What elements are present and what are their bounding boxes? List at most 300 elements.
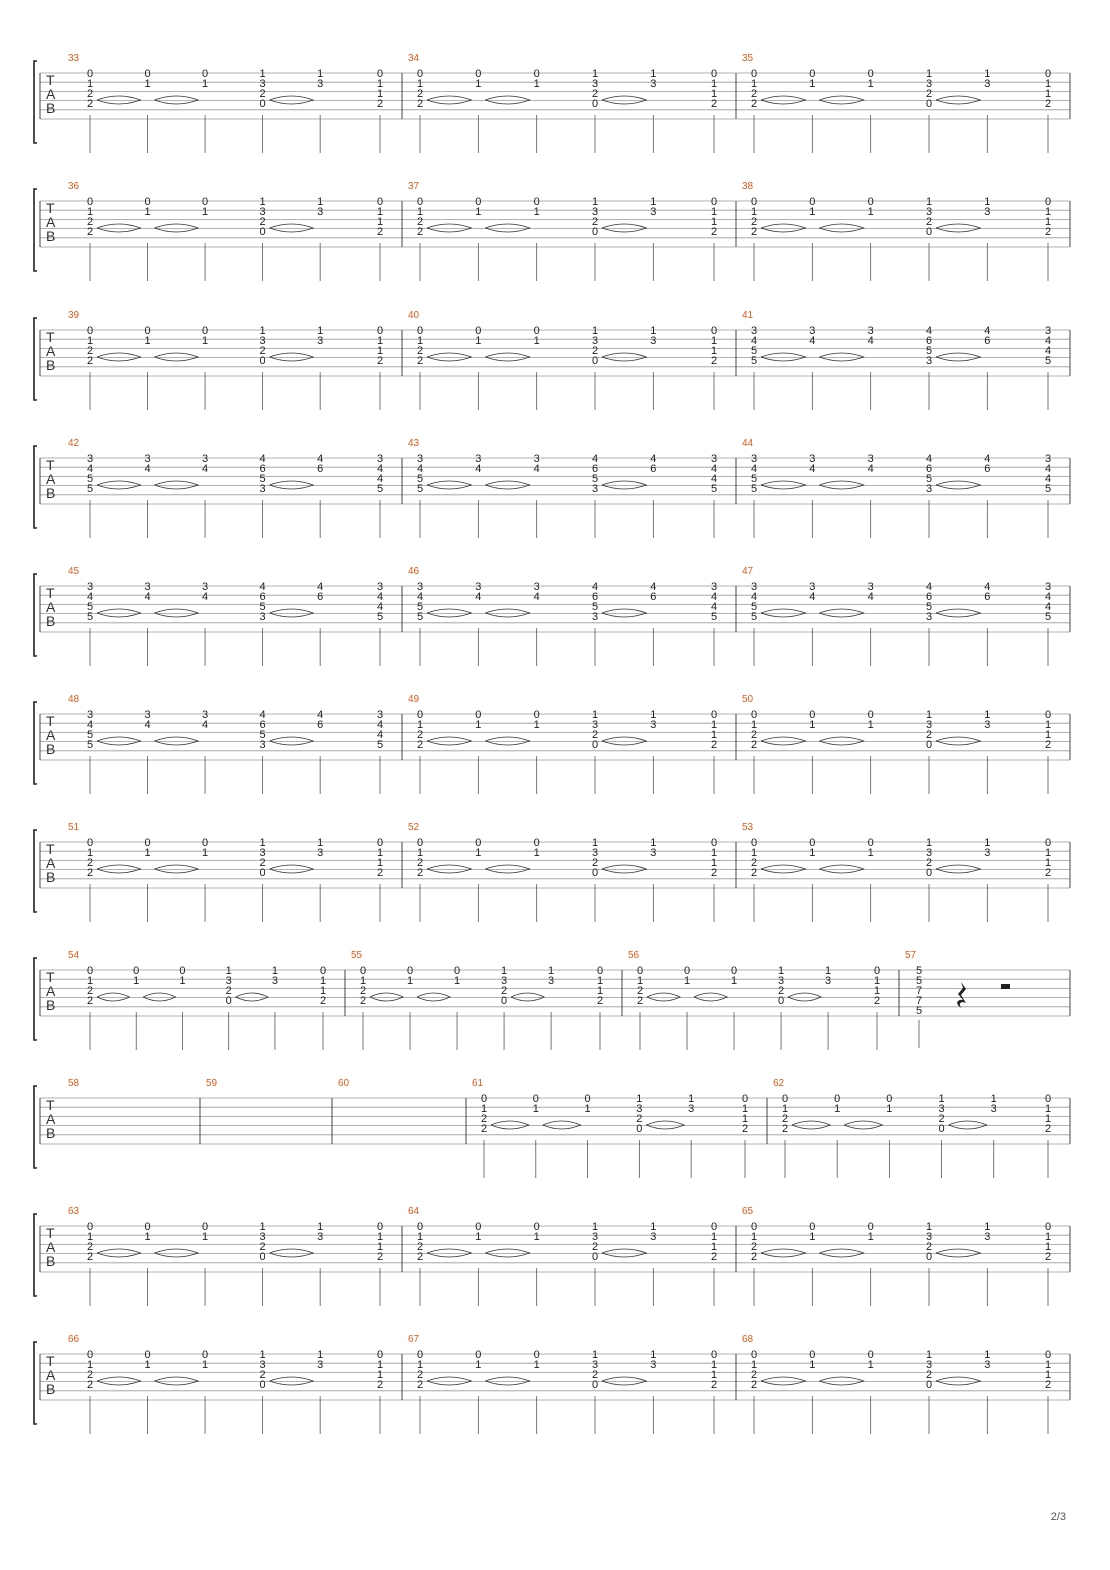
fret-number: 2 <box>225 985 232 997</box>
fret-number: 2 <box>259 1241 266 1253</box>
tie-arc <box>819 1249 863 1257</box>
fret-number: 2 <box>86 216 94 228</box>
fret-number: 6 <box>650 463 657 475</box>
measure-number: 35 <box>742 53 754 64</box>
fret-number: 1 <box>533 78 540 90</box>
fret-number: 0 <box>636 1123 643 1135</box>
tie-arc <box>761 865 805 873</box>
measure <box>408 694 717 794</box>
fret-number: 5 <box>925 473 933 485</box>
tie-arc <box>155 1377 199 1385</box>
tie-arc <box>485 353 529 361</box>
fret-number: 2 <box>750 867 758 879</box>
fret-number: 2 <box>1044 1251 1052 1263</box>
tie-arc <box>417 993 450 1001</box>
fret-number: 4 <box>202 591 209 603</box>
fret-number: 2 <box>781 1113 789 1125</box>
fret-number: 3 <box>984 719 991 731</box>
fret-number: 1 <box>376 206 384 218</box>
fret-number: 0 <box>86 1349 94 1361</box>
tie-arc <box>97 993 129 1001</box>
fret-number: 0 <box>416 1221 424 1233</box>
fret-number: 2 <box>1044 739 1052 751</box>
measure-number: 44 <box>742 438 754 449</box>
fret-number: 1 <box>376 1369 384 1381</box>
tie-arc <box>427 1249 471 1257</box>
fret-number: 3 <box>1044 453 1052 465</box>
fret-number: 2 <box>416 216 424 228</box>
fret-number: 0 <box>1044 1349 1052 1361</box>
fret-number: 0 <box>133 965 140 977</box>
fret-number: 2 <box>376 226 384 238</box>
fret-number: 2 <box>591 1369 599 1381</box>
fret-number: 6 <box>984 591 991 603</box>
fret-number: 1 <box>376 847 384 859</box>
tie-arc <box>761 609 805 617</box>
measure <box>408 566 717 666</box>
fret-number: 0 <box>533 68 540 80</box>
fret-number: 1 <box>501 965 508 977</box>
fret-number: 1 <box>809 1231 816 1243</box>
tie-arc <box>491 1121 529 1129</box>
measure-number: 63 <box>68 1206 80 1217</box>
fret-number: 0 <box>591 1379 599 1391</box>
fret-number: 6 <box>317 463 324 475</box>
fret-number: 0 <box>636 965 644 977</box>
fret-number: 0 <box>532 1093 539 1105</box>
fret-number: 0 <box>359 965 367 977</box>
fret-number: 1 <box>202 1231 209 1243</box>
fret-number: 1 <box>741 1103 749 1115</box>
fret-number: 2 <box>86 995 94 1007</box>
fret-number: 1 <box>202 78 209 90</box>
fret-number: 0 <box>475 1221 482 1233</box>
fret-number: 0 <box>501 995 508 1007</box>
measure <box>773 1078 1051 1178</box>
fret-number: 0 <box>416 1349 424 1361</box>
measure-number: 40 <box>408 310 420 321</box>
fret-number: 1 <box>416 1359 424 1371</box>
fret-number: 1 <box>984 709 991 721</box>
tie-arc <box>936 1377 980 1385</box>
system-bracket <box>34 574 37 656</box>
tab-system <box>34 438 1070 538</box>
fret-number: 3 <box>317 78 324 90</box>
system-bracket <box>34 1342 37 1424</box>
fret-number: 2 <box>1044 1379 1052 1391</box>
fret-number: 1 <box>202 335 209 347</box>
measure-number: 62 <box>773 1078 785 1089</box>
fret-number: 4 <box>259 709 266 721</box>
fret-number: 3 <box>650 1359 657 1371</box>
fret-number: 3 <box>925 483 933 495</box>
tie-arc <box>155 865 199 873</box>
fret-number: 3 <box>591 611 599 623</box>
system-bracket <box>34 61 37 143</box>
tie-arc <box>936 224 980 232</box>
tie-arc <box>485 865 529 873</box>
fret-number: 1 <box>867 847 874 859</box>
tab-clef-letter: A <box>46 214 56 230</box>
tie-arc <box>792 1121 830 1129</box>
fret-number: 3 <box>650 1231 657 1243</box>
fret-number: 1 <box>650 837 657 849</box>
tab-clef-letter: A <box>46 1239 56 1255</box>
tab-clef-letter: A <box>46 1367 56 1383</box>
fret-number: 0 <box>809 1349 816 1361</box>
fret-number: 2 <box>259 345 266 357</box>
tie-arc <box>788 993 821 1001</box>
quarter-rest-icon <box>957 982 966 1008</box>
fret-number: 2 <box>416 345 424 357</box>
measure-number: 39 <box>68 310 80 321</box>
fret-number: 2 <box>925 857 933 869</box>
fret-number: 1 <box>867 206 874 218</box>
fret-number: 1 <box>584 1103 591 1115</box>
fret-number: 4 <box>1044 463 1052 475</box>
fret-number: 6 <box>591 463 599 475</box>
fret-number: 5 <box>416 601 424 613</box>
tab-system <box>34 822 1070 922</box>
tie-arc <box>143 993 175 1001</box>
fret-number: 1 <box>317 325 324 337</box>
fret-number: 4 <box>376 463 384 475</box>
tie-arc <box>602 1249 646 1257</box>
fret-number: 0 <box>533 196 540 208</box>
fret-number: 3 <box>202 709 209 721</box>
fret-number: 0 <box>925 1379 933 1391</box>
fret-number: 5 <box>86 611 94 623</box>
fret-number: 0 <box>144 68 151 80</box>
fret-number: 0 <box>86 1221 94 1233</box>
fret-number: 2 <box>86 867 94 879</box>
fret-number: 1 <box>317 837 324 849</box>
fret-number: 1 <box>925 709 933 721</box>
fret-number: 3 <box>938 1103 945 1115</box>
tab-clef-letter: T <box>46 713 55 729</box>
fret-number: 0 <box>778 995 785 1007</box>
fret-number: 0 <box>730 965 738 977</box>
fret-number: 6 <box>984 463 991 475</box>
fret-number: 0 <box>86 325 94 337</box>
fret-number: 3 <box>144 581 151 593</box>
fret-number: 3 <box>259 78 266 90</box>
fret-number: 3 <box>984 1231 991 1243</box>
page-number: 2/3 <box>1050 1511 1066 1523</box>
fret-number: 0 <box>533 325 540 337</box>
measure-number: 64 <box>408 1206 420 1217</box>
tie-arc <box>270 353 314 361</box>
measure-number: 60 <box>338 1078 350 1089</box>
tie-arc <box>819 737 863 745</box>
fret-number: 1 <box>925 68 933 80</box>
fret-number: 1 <box>990 1093 997 1105</box>
fret-number: 2 <box>480 1113 488 1125</box>
fret-number: 1 <box>86 78 94 90</box>
fret-number: 3 <box>825 975 832 987</box>
fret-number: 0 <box>86 965 94 977</box>
fret-number: 4 <box>416 591 424 603</box>
fret-number: 3 <box>501 975 508 987</box>
measure-number: 67 <box>408 1334 420 1345</box>
measure <box>742 181 1051 281</box>
fret-number: 3 <box>591 483 599 495</box>
tie-arc <box>270 481 314 489</box>
fret-number: 1 <box>925 1221 933 1233</box>
fret-number: 2 <box>925 216 933 228</box>
fret-number: 4 <box>317 709 324 721</box>
fret-number: 2 <box>259 88 266 100</box>
fret-number: 4 <box>376 601 384 613</box>
measure <box>408 53 717 153</box>
fret-number: 3 <box>591 719 599 731</box>
fret-number: 6 <box>259 591 266 603</box>
fret-number: 5 <box>1044 355 1052 367</box>
tie-arc <box>97 353 141 361</box>
fret-number: 3 <box>548 975 555 987</box>
fret-number: 2 <box>416 867 424 879</box>
fret-number: 0 <box>533 1349 540 1361</box>
tie-arc <box>936 353 980 361</box>
fret-number: 3 <box>86 581 94 593</box>
fret-number: 0 <box>683 965 691 977</box>
fret-number: 1 <box>86 206 94 218</box>
tie-arc <box>761 353 805 361</box>
fret-number: 1 <box>750 1359 758 1371</box>
fret-number: 1 <box>809 78 816 90</box>
fret-number: 0 <box>416 68 424 80</box>
tie-arc <box>485 224 529 232</box>
fret-number: 2 <box>86 857 94 869</box>
fret-number: 3 <box>202 581 209 593</box>
fret-number: 4 <box>710 473 718 485</box>
tie-arc <box>427 1377 471 1385</box>
fret-number: 1 <box>834 1103 841 1115</box>
fret-number: 2 <box>416 226 424 238</box>
fret-number: 2 <box>416 1369 424 1381</box>
fret-number: 1 <box>925 196 933 208</box>
tie-arc <box>427 481 471 489</box>
measure <box>408 310 717 410</box>
fret-number: 6 <box>650 591 657 603</box>
fret-number: 6 <box>925 591 933 603</box>
tab-system <box>34 310 1070 410</box>
measure <box>905 950 1010 1048</box>
fret-number: 0 <box>925 226 933 238</box>
fret-number: 1 <box>317 1221 324 1233</box>
fret-number: 2 <box>319 995 327 1007</box>
tab-clef-letter: B <box>46 485 56 501</box>
half-rest-icon <box>1001 984 1010 989</box>
tab-clef-letter: T <box>46 329 55 345</box>
tie-arc <box>647 993 680 1001</box>
fret-number: 1 <box>925 1349 933 1361</box>
fret-number: 1 <box>825 965 832 977</box>
fret-number: 2 <box>376 98 384 110</box>
tie-arc <box>97 1377 141 1385</box>
tie-arc <box>936 865 980 873</box>
fret-number: 2 <box>591 729 599 741</box>
fret-number: 1 <box>867 719 874 731</box>
fret-number: 2 <box>750 226 758 238</box>
fret-number: 2 <box>938 1113 945 1125</box>
tie-arc <box>819 1377 863 1385</box>
fret-number: 2 <box>416 857 424 869</box>
fret-number: 3 <box>1044 325 1052 337</box>
fret-number: 1 <box>710 1369 718 1381</box>
fret-number: 0 <box>319 965 327 977</box>
fret-number: 0 <box>710 709 718 721</box>
fret-number: 1 <box>925 837 933 849</box>
fret-number: 1 <box>1044 1369 1052 1381</box>
fret-number: 3 <box>925 355 933 367</box>
fret-number: 1 <box>259 1221 266 1233</box>
tie-arc <box>427 609 471 617</box>
fret-number: 3 <box>259 1231 266 1243</box>
fret-number: 1 <box>1044 206 1052 218</box>
fret-number: 1 <box>533 847 540 859</box>
fret-number: 4 <box>144 591 151 603</box>
fret-number: 2 <box>1044 226 1052 238</box>
fret-number: 4 <box>533 463 540 475</box>
fret-number: 1 <box>144 847 151 859</box>
fret-number: 3 <box>650 206 657 218</box>
fret-number: 1 <box>750 847 758 859</box>
fret-number: 2 <box>750 729 758 741</box>
measure <box>68 438 383 538</box>
fret-number: 3 <box>317 1231 324 1243</box>
fret-number: 0 <box>144 837 151 849</box>
fret-number: 0 <box>202 196 209 208</box>
fret-number: 2 <box>416 1379 424 1391</box>
system-bracket <box>34 830 37 912</box>
fret-number: 1 <box>86 975 94 987</box>
fret-number: 3 <box>259 611 266 623</box>
fret-number: 5 <box>750 601 758 613</box>
fret-number: 0 <box>809 1221 816 1233</box>
measure-number: 45 <box>68 566 80 577</box>
fret-number: 4 <box>144 463 151 475</box>
fret-number: 0 <box>406 965 414 977</box>
fret-number: 2 <box>1044 867 1052 879</box>
fret-number: 0 <box>591 739 599 751</box>
fret-number: 2 <box>376 1251 384 1263</box>
tie-arc <box>155 353 199 361</box>
fret-number: 5 <box>86 739 94 751</box>
fret-number: 3 <box>86 709 94 721</box>
measure <box>68 1206 383 1306</box>
fret-number: 1 <box>416 206 424 218</box>
fret-number: 2 <box>778 985 785 997</box>
tie-arc <box>270 96 314 104</box>
measure-number: 34 <box>408 53 420 64</box>
fret-number: 2 <box>636 985 644 997</box>
fret-number: 1 <box>596 975 604 987</box>
tie-arc <box>485 96 529 104</box>
fret-number: 4 <box>984 453 991 465</box>
fret-number: 4 <box>376 729 384 741</box>
fret-number: 1 <box>938 1093 945 1105</box>
measure <box>68 310 383 410</box>
fret-number: 4 <box>259 453 266 465</box>
measure <box>408 1206 717 1306</box>
fret-number: 4 <box>376 473 384 485</box>
fret-number: 5 <box>86 729 94 741</box>
fret-number: 6 <box>317 591 324 603</box>
fret-number: 5 <box>416 611 424 623</box>
fret-number: 0 <box>781 1093 789 1105</box>
fret-number: 1 <box>984 68 991 80</box>
fret-number: 7 <box>915 985 923 997</box>
tie-arc <box>155 1249 199 1257</box>
tab-clef-letter: T <box>46 200 55 216</box>
tab-clef-letter: T <box>46 1097 55 1113</box>
measure-number: 54 <box>68 950 80 961</box>
fret-number: 2 <box>86 1379 94 1391</box>
fret-number: 1 <box>225 965 232 977</box>
fret-number: 2 <box>591 216 599 228</box>
fret-number: 1 <box>144 206 151 218</box>
fret-number: 3 <box>984 206 991 218</box>
tab-clef-letter: A <box>46 471 56 487</box>
fret-number: 0 <box>416 837 424 849</box>
fret-number: 2 <box>750 88 758 100</box>
fret-number: 0 <box>1044 709 1052 721</box>
fret-number: 4 <box>475 591 482 603</box>
tab-clef-letter: A <box>46 855 56 871</box>
fret-number: 1 <box>416 78 424 90</box>
fret-number: 2 <box>636 1113 643 1125</box>
fret-number: 4 <box>317 581 324 593</box>
tab-clef-letter: B <box>46 613 56 629</box>
tab-system <box>34 53 1070 153</box>
tie-arc <box>370 993 403 1001</box>
tab-clef-letter: A <box>46 86 56 102</box>
tie-arc <box>761 224 805 232</box>
fret-number: 4 <box>750 463 758 475</box>
fret-number: 0 <box>1044 1221 1052 1233</box>
fret-number: 1 <box>710 1231 718 1243</box>
fret-number: 1 <box>1044 1241 1052 1253</box>
fret-number: 1 <box>730 975 738 987</box>
fret-number: 2 <box>416 1251 424 1263</box>
fret-number: 0 <box>259 1251 266 1263</box>
fret-number: 2 <box>416 88 424 100</box>
fret-number: 3 <box>591 847 599 859</box>
fret-number: 3 <box>809 325 816 337</box>
fret-number: 4 <box>867 335 874 347</box>
fret-number: 5 <box>1044 611 1052 623</box>
fret-number: 1 <box>533 1231 540 1243</box>
measure-number: 55 <box>351 950 363 961</box>
measure-number: 42 <box>68 438 80 449</box>
fret-number: 0 <box>710 196 718 208</box>
fret-number: 2 <box>416 1241 424 1253</box>
fret-number: 2 <box>710 1251 718 1263</box>
fret-number: 3 <box>650 78 657 90</box>
fret-number: 3 <box>591 78 599 90</box>
fret-number: 2 <box>710 1379 718 1391</box>
tie-arc <box>485 609 529 617</box>
fret-number: 4 <box>86 719 94 731</box>
system-bracket <box>34 189 37 271</box>
tie-arc <box>602 481 646 489</box>
fret-number: 0 <box>259 98 266 110</box>
fret-number: 1 <box>591 1349 599 1361</box>
fret-number: 0 <box>867 68 874 80</box>
fret-number: 2 <box>259 1369 266 1381</box>
fret-number: 0 <box>202 325 209 337</box>
